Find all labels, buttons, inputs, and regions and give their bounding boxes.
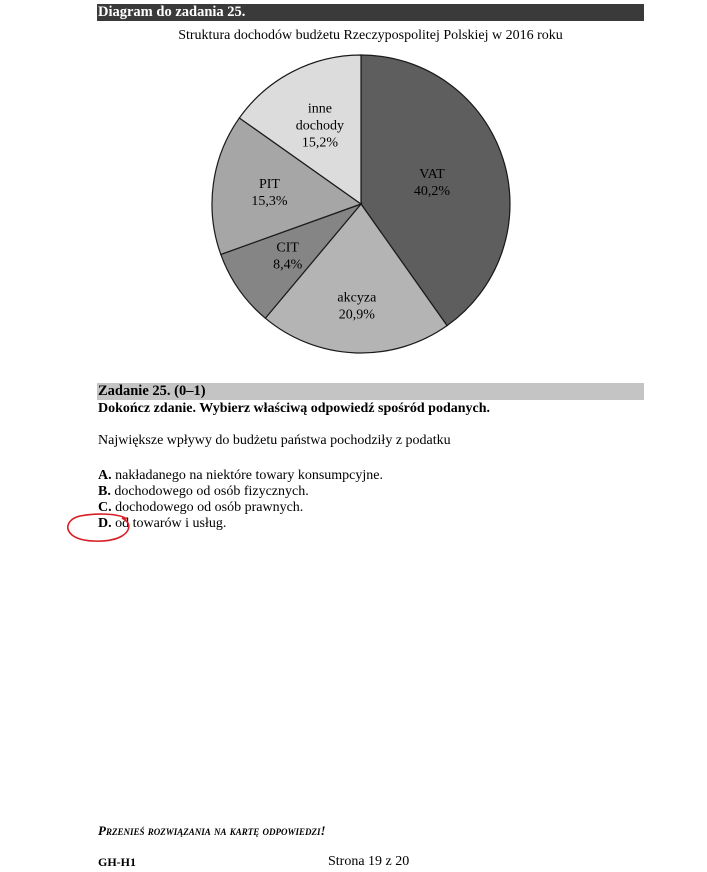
page-number: Strona 19 z 20 bbox=[328, 854, 410, 869]
task-question: Największe wpływy do budżetu państwa pochodziły z podatku bbox=[98, 433, 451, 448]
slice-value-label: 8,4% bbox=[273, 257, 303, 273]
answer-option-d[interactable] bbox=[98, 516, 226, 532]
slice-value-label: 20,9% bbox=[338, 307, 375, 323]
option-letter: B. bbox=[98, 484, 111, 499]
task-instruction: Dokończ zdanie. Wybierz właściwą odpowiedź spośród podanych. bbox=[98, 401, 491, 416]
slice-name-label: akcyza bbox=[337, 290, 377, 306]
option-letter: D. bbox=[98, 516, 112, 531]
diagram-header: Diagram do zadania 25. bbox=[97, 4, 644, 21]
chart-title: Struktura dochodów budżetu Rzeczypospolitej Polskiej w 2016 roku bbox=[178, 28, 563, 43]
pie-chart bbox=[0, 0, 707, 380]
option-text: dochodowego od osób fizycznych. bbox=[114, 484, 309, 499]
slice-value-label: 15,3% bbox=[251, 194, 288, 210]
option-text: od towarów i usług. bbox=[115, 516, 227, 531]
task-header: Zadanie 25. (0–1) bbox=[97, 383, 644, 400]
exam-code: GH-H1 bbox=[98, 855, 136, 869]
option-text: dochodowego od osób prawnych. bbox=[115, 500, 304, 515]
slice-name-label: dochody bbox=[295, 118, 345, 134]
slice-name-label: PIT bbox=[258, 177, 280, 193]
slice-name-label: VAT bbox=[419, 166, 445, 182]
footer-note: Przenieś rozwiązania na kartę odpowiedzi! bbox=[98, 823, 326, 838]
answer-option-b[interactable] bbox=[98, 484, 309, 500]
option-letter: C. bbox=[98, 500, 112, 515]
option-letter: A. bbox=[98, 468, 112, 483]
slice-name-label: inne bbox=[307, 101, 332, 117]
slice-value-label: 40,2% bbox=[413, 183, 451, 199]
slice-name-label: CIT bbox=[276, 240, 299, 256]
answer-option-c[interactable] bbox=[98, 500, 303, 516]
answer-option-a[interactable] bbox=[98, 468, 383, 484]
slice-value-label: 15,2% bbox=[301, 135, 338, 151]
option-text: nakładanego na niektóre towary konsumpcyjne. bbox=[115, 468, 383, 483]
